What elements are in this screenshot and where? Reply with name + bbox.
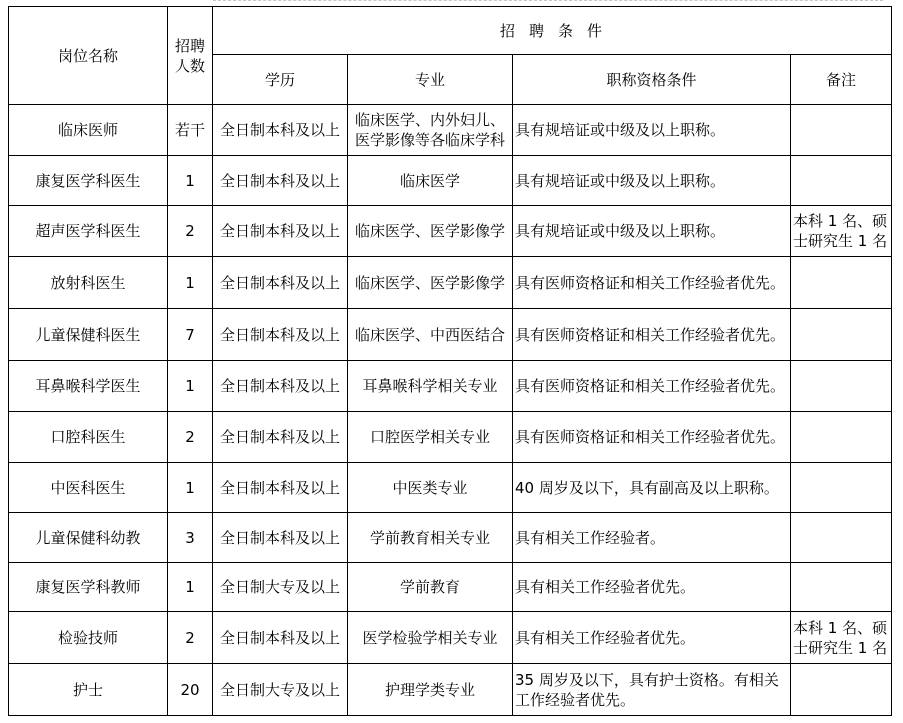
cell-position: 儿童保健科医生 [9,309,168,361]
cell-position: 检验技师 [9,612,168,664]
header-row-top [9,7,892,55]
cell-remarks [791,412,892,463]
table-row [9,513,892,563]
cell-remarks [791,105,892,156]
cell-education: 全日制本科及以上 [213,257,348,309]
cell-major: 临床医学 [348,156,513,206]
table-row [9,664,892,716]
table-row [9,105,892,156]
cell-qualification: 具有相关工作经验者优先。 [513,612,791,664]
cell-count: 7 [168,309,213,361]
cell-qualification: 具有医师资格证和相关工作经验者优先。 [513,361,791,412]
cell-education: 全日制本科及以上 [213,412,348,463]
cell-education: 全日制本科及以上 [213,463,348,513]
cell-count: 3 [168,513,213,563]
cell-education: 全日制本科及以上 [213,309,348,361]
cell-position: 康复医学科医生 [9,156,168,206]
cell-remarks [791,513,892,563]
table-row [9,257,892,309]
cell-count: 1 [168,563,213,612]
header-conditions: 招聘条件 [213,7,892,55]
table-row [9,156,892,206]
cell-position: 儿童保健科幼教 [9,513,168,563]
cell-education: 全日制大专及以上 [213,664,348,716]
table-row [9,463,892,513]
cell-major: 临床医学、医学影像学 [348,206,513,257]
cell-count: 若干 [168,105,213,156]
cell-major: 医学检验学相关专业 [348,612,513,664]
cell-major: 中医类专业 [348,463,513,513]
cell-education: 全日制本科及以上 [213,513,348,563]
cell-qualification: 具有相关工作经验者。 [513,513,791,563]
cell-major: 耳鼻喉科学相关专业 [348,361,513,412]
header-position: 岗位名称 [9,7,168,105]
cell-major: 学前教育 [348,563,513,612]
cell-remarks [791,563,892,612]
cell-remarks [791,463,892,513]
cell-qualification: 具有规培证或中级及以上职称。 [513,156,791,206]
cell-remarks: 本科 1 名、硕士研究生 1 名 [791,206,892,257]
cell-remarks [791,257,892,309]
cell-qualification: 具有规培证或中级及以上职称。 [513,105,791,156]
header-count: 招聘人数 [168,7,213,105]
cell-qualification: 具有医师资格证和相关工作经验者优先。 [513,309,791,361]
table-row [9,206,892,257]
cell-education: 全日制本科及以上 [213,105,348,156]
cell-count: 1 [168,463,213,513]
cell-position: 超声医学科医生 [9,206,168,257]
cell-remarks [791,309,892,361]
table-row [9,309,892,361]
cell-education: 全日制本科及以上 [213,156,348,206]
recruitment-table [8,6,892,716]
cell-major: 护理学类专业 [348,664,513,716]
cell-position: 护士 [9,664,168,716]
cell-count: 2 [168,612,213,664]
cell-major: 临床医学、内外妇儿、医学影像等各临床学科 [348,105,513,156]
cell-qualification: 40 周岁及以下，具有副高及以上职称。 [513,463,791,513]
cell-education: 全日制本科及以上 [213,206,348,257]
cell-position: 口腔科医生 [9,412,168,463]
cell-count: 1 [168,361,213,412]
cell-qualification: 具有相关工作经验者优先。 [513,563,791,612]
cell-education: 全日制大专及以上 [213,563,348,612]
cell-remarks: 本科 1 名、硕士研究生 1 名 [791,612,892,664]
cell-qualification: 35 周岁及以下，具有护士资格。有相关工作经验者优先。 [513,664,791,716]
cell-position: 康复医学科教师 [9,563,168,612]
cell-count: 2 [168,412,213,463]
cell-education: 全日制本科及以上 [213,612,348,664]
cell-qualification: 具有医师资格证和相关工作经验者优先。 [513,412,791,463]
cell-count: 1 [168,156,213,206]
cell-count: 2 [168,206,213,257]
cell-count: 20 [168,664,213,716]
cell-position: 耳鼻喉科学医生 [9,361,168,412]
cell-remarks [791,664,892,716]
cell-major: 临床医学、中西医结合 [348,309,513,361]
cell-position: 中医科医生 [9,463,168,513]
page-top-guide [213,0,883,2]
cell-remarks [791,361,892,412]
cell-education: 全日制本科及以上 [213,361,348,412]
table-row [9,563,892,612]
table-row [9,612,892,664]
cell-count: 1 [168,257,213,309]
header-qualification: 职称资格条件 [513,55,791,105]
cell-position: 临床医师 [9,105,168,156]
table-row [9,412,892,463]
cell-major: 口腔医学相关专业 [348,412,513,463]
cell-remarks [791,156,892,206]
header-education: 学历 [213,55,348,105]
cell-major: 学前教育相关专业 [348,513,513,563]
table-body [9,105,892,716]
recruitment-table-wrapper [8,6,892,716]
header-major: 专业 [348,55,513,105]
cell-qualification: 具有规培证或中级及以上职称。 [513,206,791,257]
table-row [9,361,892,412]
header-remarks: 备注 [791,55,892,105]
cell-major: 临床医学、医学影像学 [348,257,513,309]
cell-qualification: 具有医师资格证和相关工作经验者优先。 [513,257,791,309]
cell-position: 放射科医生 [9,257,168,309]
